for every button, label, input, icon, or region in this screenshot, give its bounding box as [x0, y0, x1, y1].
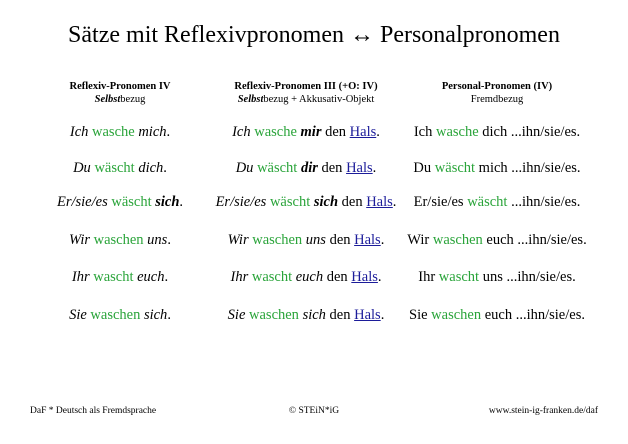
subject: Er/sie/es	[215, 194, 267, 210]
period: .	[164, 269, 169, 285]
period: .	[380, 232, 385, 248]
reflexive-pronoun: dir	[300, 160, 318, 176]
header-rest-part: bezug	[120, 94, 146, 105]
table-row	[0, 158, 628, 178]
subject: Wir	[407, 232, 430, 248]
verb: wäscht	[269, 194, 311, 210]
article: den	[321, 160, 343, 176]
verb: wascht	[251, 269, 293, 285]
personal-pronouns: ...ihn/sie/es.	[511, 194, 581, 210]
reflexive-pronoun: sich	[302, 307, 326, 323]
column-header-subtitle	[196, 93, 416, 106]
verb: wäscht	[467, 194, 508, 210]
reflexive-pronoun: euch	[295, 269, 324, 285]
article: den	[325, 124, 347, 140]
article: den	[341, 194, 363, 210]
personal-pronouns: dich ...ihn/sie/es.	[482, 124, 581, 140]
period: .	[167, 307, 171, 323]
reflexiv-iv-sentence	[40, 230, 200, 250]
subject: Du	[73, 160, 91, 176]
subject: Du	[235, 160, 254, 176]
subject: Ihr	[71, 269, 90, 285]
article: den	[326, 269, 348, 285]
table-row	[0, 192, 628, 212]
period: .	[392, 194, 397, 210]
subject: Er/sie/es	[56, 194, 108, 210]
object-noun: Hals	[346, 160, 373, 176]
personal-sentence	[392, 122, 602, 142]
personal-sentence	[392, 192, 602, 212]
subject: Sie	[409, 307, 428, 323]
subject: Ich	[413, 124, 433, 140]
article: den	[329, 307, 351, 323]
verb: wasche	[435, 124, 479, 140]
page-title: Sätze mit Reflexivpronomen ↔ Personalpronomen	[68, 22, 560, 48]
personal-sentence	[392, 158, 602, 178]
reflexiv-iii-sentence	[196, 230, 416, 250]
table-row	[0, 230, 628, 250]
subject: Sie	[69, 307, 87, 323]
header-bold-part: Selbst	[94, 94, 121, 105]
table-row	[0, 122, 628, 142]
reflexiv-iii-sentence	[196, 158, 416, 178]
period: .	[167, 232, 171, 248]
object-noun: Hals	[366, 194, 393, 210]
verb: waschen	[431, 307, 482, 323]
reflexive-pronoun: uns	[147, 232, 168, 248]
object-noun: Hals	[354, 307, 381, 323]
personal-sentence	[392, 305, 602, 325]
column-header-subtitle	[392, 93, 602, 106]
article: den	[329, 232, 351, 248]
subject: Wir	[227, 232, 249, 248]
personal-sentence	[392, 230, 602, 250]
verb: waschen	[252, 232, 303, 248]
reflexive-pronoun: dich	[138, 160, 164, 176]
column-header-personal	[392, 80, 602, 106]
reflexive-pronoun: mich	[138, 124, 167, 140]
subject: Wir	[69, 232, 90, 248]
verb: waschen	[432, 232, 483, 248]
period: .	[380, 307, 385, 323]
column-header-subtitle	[40, 93, 200, 106]
verb: wascht	[93, 269, 134, 285]
reflexive-pronoun: sich	[143, 307, 168, 323]
subject: Ich	[232, 124, 251, 140]
period: .	[179, 194, 184, 210]
column-header-title: Reflexiv-Pronomen IV	[69, 81, 171, 92]
personal-pronouns: mich ...ihn/sie/es.	[478, 160, 581, 176]
footer-center: © STEiN*iG	[288, 406, 340, 416]
header-rest-part: Fremdbezug	[470, 94, 524, 105]
reflexiv-iv-sentence	[40, 192, 200, 212]
subject: Ihr	[230, 269, 249, 285]
subject: Ich	[69, 124, 89, 140]
period: .	[163, 160, 167, 176]
personal-pronouns: euch ...ihn/sie/es.	[484, 307, 585, 323]
subject: Sie	[227, 307, 246, 323]
column-header-reflexiv-iii	[196, 80, 416, 106]
subject: Du	[413, 160, 432, 176]
verb: wasche	[254, 124, 297, 140]
personal-sentence	[392, 267, 602, 287]
reflexiv-iii-sentence	[196, 192, 416, 212]
reflexiv-iv-sentence	[40, 267, 200, 287]
column-header-reflexiv-iv	[40, 80, 200, 106]
period: .	[372, 160, 377, 176]
verb: waschen	[90, 307, 141, 323]
reflexiv-iv-sentence	[40, 158, 200, 178]
personal-pronouns: uns ...ihn/sie/es.	[482, 269, 576, 285]
period: .	[377, 269, 382, 285]
subject: Ihr	[418, 269, 436, 285]
reflexive-pronoun: sich	[313, 194, 339, 210]
object-noun: Hals	[354, 232, 381, 248]
reflexive-pronoun: sich	[155, 194, 180, 210]
reflexive-pronoun: uns	[305, 232, 326, 248]
personal-pronouns: euch ...ihn/sie/es.	[486, 232, 587, 248]
column-header-title: Reflexiv-Pronomen III (+O: IV)	[234, 81, 378, 92]
header-rest-part: bezug + Akkusativ-Objekt	[263, 94, 375, 105]
reflexiv-iii-sentence	[196, 122, 416, 142]
verb: wäscht	[111, 194, 152, 210]
object-noun: Hals	[349, 124, 377, 140]
period: .	[376, 124, 380, 140]
footer-right: www.stein-ig-franken.de/daf	[488, 406, 598, 416]
reflexiv-iv-sentence	[40, 305, 200, 325]
column-header-title: Personal-Pronomen (IV)	[441, 81, 553, 92]
verb: wasche	[92, 124, 135, 140]
verb: waschen	[93, 232, 144, 248]
verb: wäscht	[434, 160, 476, 176]
subject: Er/sie/es	[413, 194, 464, 210]
object-noun: Hals	[351, 269, 378, 285]
footer-left: DaF * Deutsch als Fremdsprache	[30, 406, 157, 416]
verb: wascht	[438, 269, 480, 285]
verb: waschen	[249, 307, 299, 323]
header-bold-part: Selbst	[237, 94, 264, 105]
verb: wäscht	[257, 160, 298, 176]
reflexiv-iii-sentence	[196, 267, 416, 287]
period: .	[166, 124, 171, 140]
reflexive-pronoun: euch	[137, 269, 165, 285]
reflexiv-iii-sentence	[196, 305, 416, 325]
table-row	[0, 305, 628, 325]
reflexiv-iv-sentence	[40, 122, 200, 142]
verb: wäscht	[94, 160, 135, 176]
reflexive-pronoun: mir	[300, 124, 322, 140]
table-row	[0, 267, 628, 287]
